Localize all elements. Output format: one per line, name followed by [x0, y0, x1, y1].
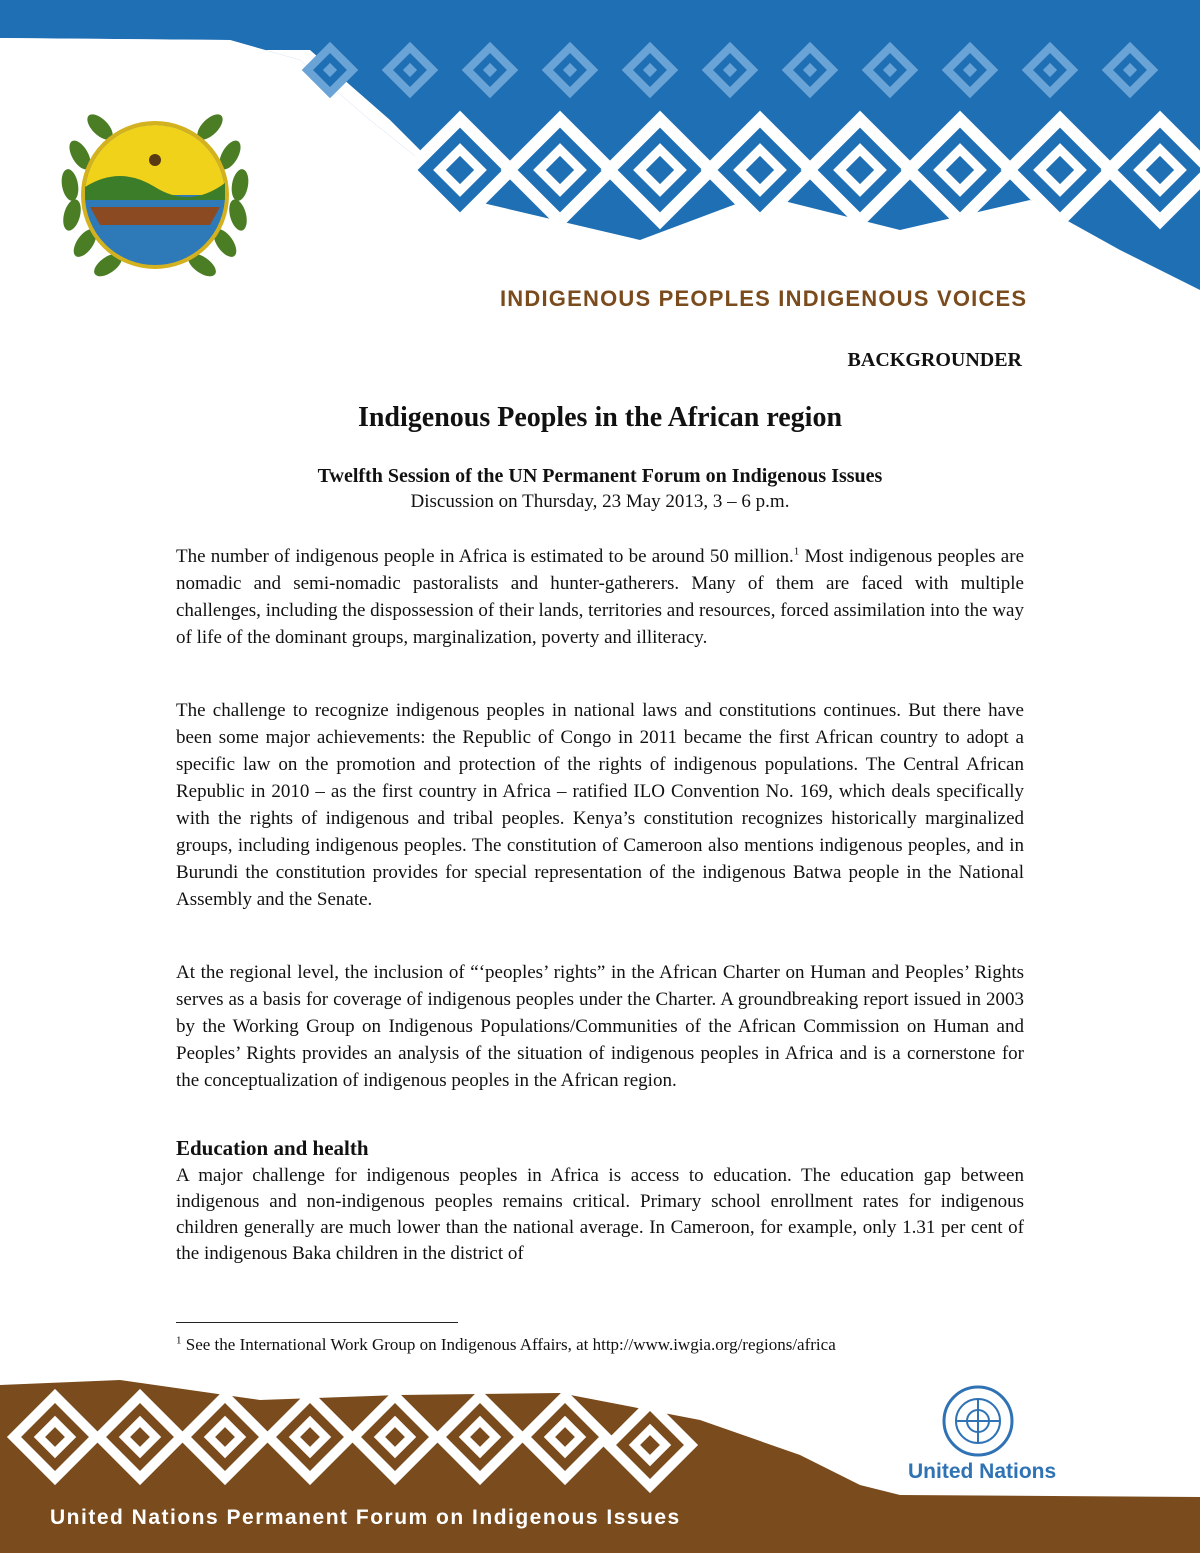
footnote-reference[interactable]: 1: [793, 545, 800, 558]
document-subtitle: Twelfth Session of the UN Permanent Forum on Indigenous Issues: [317, 465, 883, 487]
document-title: Indigenous Peoples in the African region: [357, 402, 843, 433]
header-tagline: INDIGENOUS PEOPLES INDIGENOUS VOICES: [500, 286, 1028, 311]
paragraph-recognition: The challenge to recognize indigenous peoples in national laws and constitutions continues. But there have been some major achievements: the Republic of Congo in 2011 became the first African country to adopt a specific law on the promotion and protection of the rights of indigenous populations. The Central African Republic in 2010 – as the first country in Africa – ratified ILO Convention No. 169, which deals specifically with the rights of indigenous and tribal peoples. Kenya’s constitution recognizes historically marginalized groups, including indigenous peoples. The constitution of Cameroon also mentions indigenous peoples, and in Burundi the constitution provides for special representation of the indigenous Batwa people in the National Assembly and the Senate.: [176, 700, 1024, 910]
paragraph-education: A major challenge for indigenous peoples in Africa is access to education. The education gap between indigenous and non-indigenous peoples remains critical. Primary school enrollment rates for indigenous children generally are much lower than the national average. In Cameroon, for example, only 1.31 per cent of the indigenous Baka children in the district of: [176, 1165, 1024, 1264]
footnote-divider: [176, 1322, 458, 1323]
footnote-number: 1: [176, 1334, 182, 1347]
paragraph-text: The number of indigenous people in Africa is estimated to be around 50 million.: [176, 546, 794, 567]
footer-forum-name: United Nations Permanent Forum on Indigenous Issues: [50, 1506, 681, 1529]
paragraph-text: Most indigenous peoples are nomadic and semi-nomadic pastoralists and hunter-gatherers. Many of them are faced with multiple challenges, including the dispossession of their lands, territories and resources, forced assimilation into the way of life of the dominant groups, marginalization, poverty and illiteracy.: [176, 546, 1024, 648]
document-type-label: BACKGROUNDER: [847, 349, 1022, 371]
un-emblem-icon: [940, 1383, 1016, 1459]
paragraph-population: [176, 543, 1024, 651]
forum-emblem-logo: [50, 75, 260, 300]
section-heading: Education and health: [176, 1136, 369, 1160]
discussion-date: Discussion on Thursday, 23 May 2013, 3 – 6 p.m.: [410, 491, 790, 512]
footnote-text[interactable]: See the International Work Group on Indigenous Affairs, at http://www.iwgia.org/regions/africa: [181, 1335, 836, 1354]
paragraph-regional: At the regional level, the inclusion of “‘peoples’ rights” in the African Charter on Human and Peoples’ Rights serves as a basis for coverage of indigenous peoples under the Charter. A groundbreaking report issued in 2003 by the Working Group on Indigenous Populations/Communities of the African Commission on Human and Peoples’ Rights provides an analysis of the situation of indigenous peoples in Africa and is a cornerstone for the conceptualization of indigenous peoples in the African region.: [176, 962, 1024, 1091]
united-nations-wordmark: United Nations: [908, 1460, 1057, 1483]
footnote: [176, 1335, 836, 1355]
